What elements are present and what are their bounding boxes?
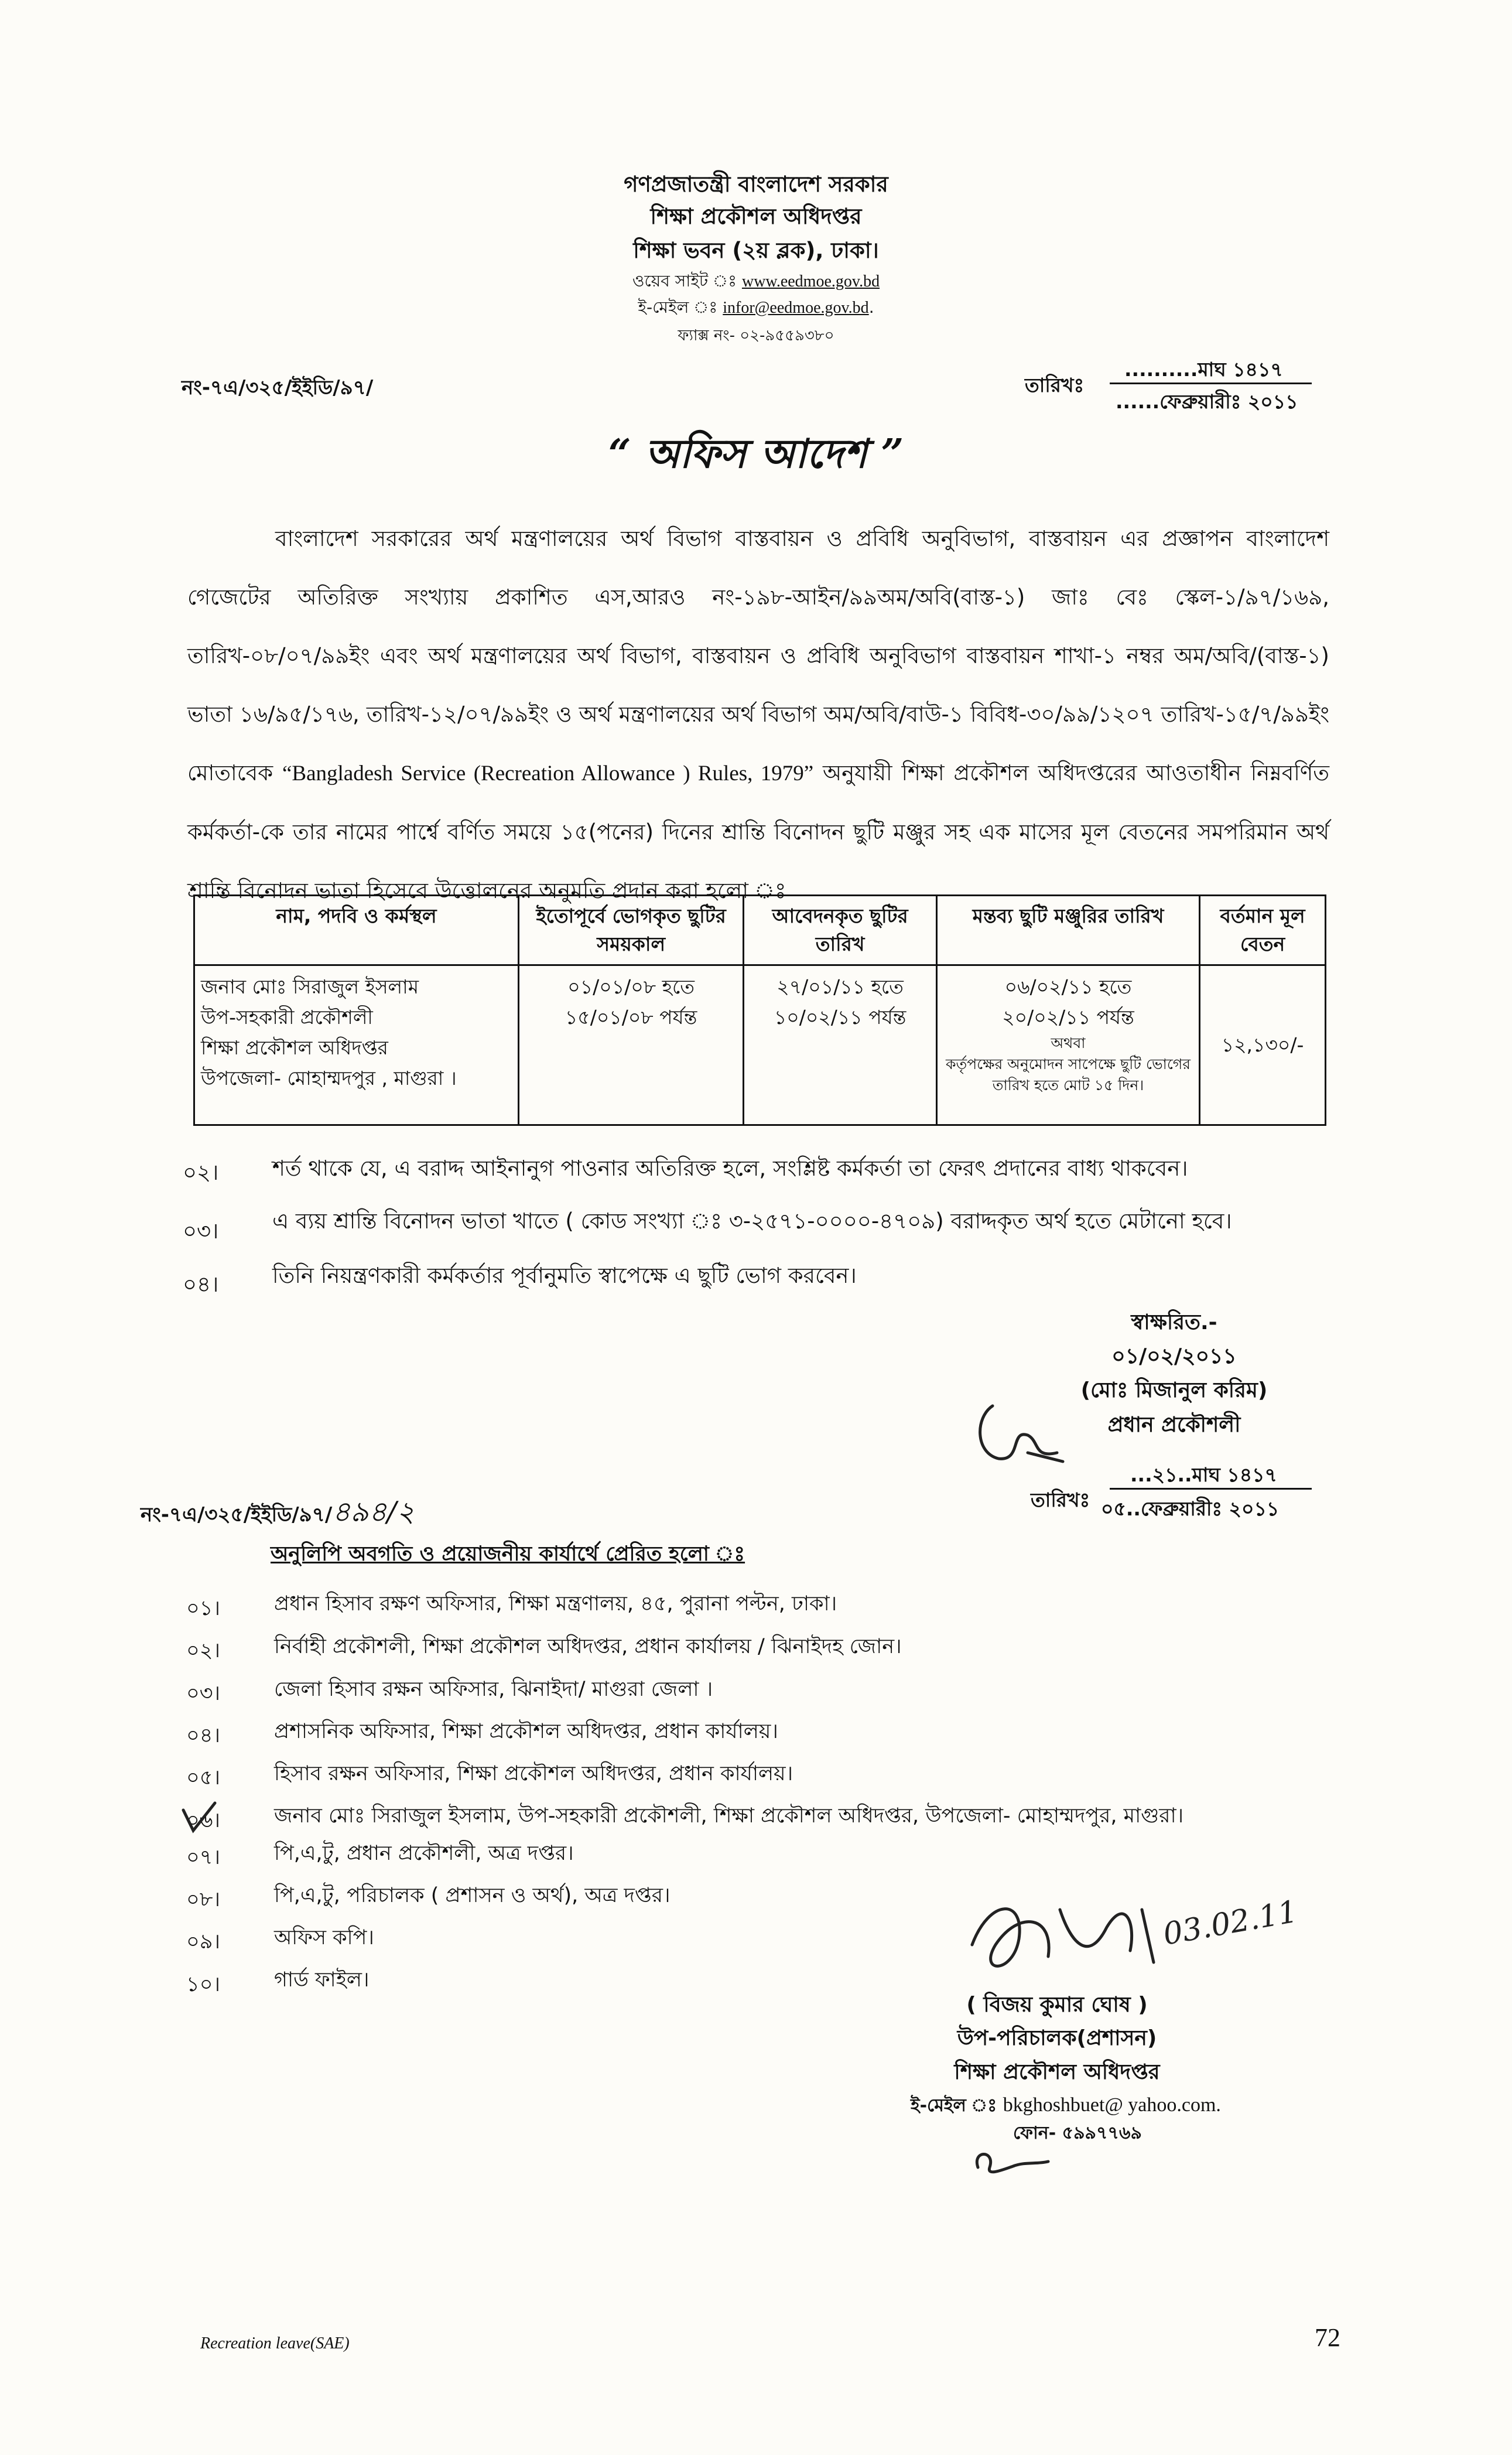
header-email <box>0 295 1512 322</box>
signatory2-name: ( বিজয় কুমার ঘোষ ) <box>966 1993 1148 2017</box>
signatory2-phone: ফোন- ৫৯৯৭৭৬৯ <box>1013 2123 1142 2143</box>
cell-previous-leave <box>518 965 743 1125</box>
header-website <box>0 268 1512 296</box>
condition-text: শর্ত থাকে যে, এ বরাদ্দ আইনানুগ পাওনার অতিরিক্ত হলে, সংশ্লিষ্ট কর্মকর্তা তা ফেরৎ প্রদানের বাধ্য থাকবেন। <box>272 1156 1188 1181</box>
col-header-name: নাম, পদবি ও কর্মস্থল <box>194 896 519 965</box>
condition-number: ০৩। <box>183 1218 219 1244</box>
cell-officer <box>194 965 519 1125</box>
copy-item-number: ০৫। <box>186 1766 220 1790</box>
officer-name: জনাব মোঃ সিরাজুল ইসলাম <box>201 975 419 998</box>
applied-from: ২৭/০১/১১ হতে <box>776 975 904 998</box>
cell-salary: ১২,১৩০/- <box>1200 965 1326 1125</box>
copy-item-text: প্রশাসনিক অফিসার, শিক্ষা প্রকৌশল অধিদপ্তর, প্রধান কার্যালয়। <box>274 1720 778 1743</box>
email-tail: . <box>868 298 874 317</box>
officer-office: শিক্ষা প্রকৌশল অধিদপ্তর <box>201 1036 388 1059</box>
officer-designation: উপ-সহকারী প্রকৌশলী <box>201 1006 373 1029</box>
copy-item-number: ০৯। <box>186 1930 220 1954</box>
condition-number: ০৪। <box>183 1272 219 1297</box>
prev-to: ১৫/০১/০৮ পর্যন্ত <box>565 1006 697 1029</box>
approved-or: অথবা <box>1051 1034 1086 1051</box>
officer-location: উপজেলা- মোহাম্মদপুর , মাগুরা । <box>201 1067 457 1090</box>
copy-date-english: ০৫..ফেব্রুয়ারীঃ ২০১১ <box>1101 1497 1280 1520</box>
signatory-designation: প্রধান প্রকৌশলী <box>1107 1413 1241 1437</box>
memo-number: নং-৭এ/৩২৫/ইইডি/৯৭/ <box>182 376 374 400</box>
copy-item-text: প্রধান হিসাব রক্ষণ অফিসার, শিক্ষা মন্ত্রণালয়, ৪৫, পুরানা পল্টন, ঢাকা। <box>274 1592 837 1616</box>
applied-to: ১০/০২/১১ পর্যন্ত <box>774 1006 906 1029</box>
approved-note: কর্তৃপক্ষের অনুমোদন সাপেক্ষে ছুটি ভোগের তারিখ হতে মোট ১৫ দিন। <box>945 1056 1191 1094</box>
header-govt: গণপ্রজাতন্ত্রী বাংলাদেশ সরকার <box>624 172 888 197</box>
copy-heading: অনুলিপি অবগতি ও প্রয়োজনীয় কার্যার্থে প্রেরিত হলো ঃ <box>271 1542 745 1566</box>
header-address: শিক্ষা ভবন (২য় ব্লক), ঢাকা। <box>633 238 879 263</box>
signatory2-email-label: ই-মেইল ঃ <box>911 2095 1003 2116</box>
copy-date-label: তারিখঃ <box>1031 1488 1090 1511</box>
footer-file-label: Recreation leave(SAE) <box>200 2334 350 2352</box>
copy-memo-number <box>141 1491 415 1537</box>
handwritten-date: 03.02.11 <box>1160 1894 1301 1952</box>
header-department: শিক্ষা প্রকৌশল অধিদপ্তর <box>650 204 862 229</box>
signed-date: ০১/০২/২০১১ <box>1111 1344 1237 1368</box>
tick-mark-icon <box>179 1798 220 1839</box>
leave-table <box>193 894 1326 1126</box>
paragraph-part1: বাংলাদেশ সরকারের অর্থ মন্ত্রণালয়ের অর্থ বিভাগ বাস্তবায়ন ও প্রবিধি অনুবিভাগ, বাস্তবায়ন এর প্রজ্ঞাপন বাংলাদেশ গেজেটের অতিরিক্ত সংখ্যায় প্রকাশিত এস,আরও নং-১৯৮-আইন/৯৯অম/অবি(বাস্ত-১) জাঃ বেঃ স্কেল-১/৯৭/১৬৯, তারিখ-০৮/০৭/৯৯ইং এবং অর্থ মন্ত্রণালয়ের অর্থ বিভাগ, বাস্তবায়ন ও প্রবিধি অনুবিভাগ বাস্তবায়ন শাখা-১ নম্বর অম/অবি/(বাস্ত-১) ভাতা ১৬/৯৫/১৭৬, তারিখ-১২/০৭/৯৯ইং ও অর্থ মন্ত্রণালয়ের অর্থ বিভাগ অম/অবি/বাউ-১ বিবিধ-৩০/৯৯/১২০৭ তারিখ-১৫/৭/৯৯ইং মোতাবেক <box>187 526 1329 786</box>
copy-item-text: পি,এ,টু, পরিচালক ( প্রশাসন ও অর্থ), অত্র দপ্তর। <box>274 1884 671 1907</box>
col-header-applied-leave: আবেদনকৃত ছুটির তারিখ <box>744 896 937 965</box>
copy-item-text: গার্ড ফাইল। <box>274 1968 370 1992</box>
copy-date-bangla: ...২১..মাঘ ১৪১৭ <box>1130 1463 1278 1486</box>
order-paragraph <box>187 510 1329 920</box>
copy-item-text: পি,এ,টু, প্রধান প্রকৌশলী, অত্র দপ্তর। <box>274 1842 574 1865</box>
copy-item-text: নির্বাহী প্রকৌশলী, শিক্ষা প্রকৌশল অধিদপ্তর, প্রধান কার্যালয় / ঝিনাইদহ জোন। <box>274 1635 902 1658</box>
copy-date-divider <box>1110 1488 1312 1490</box>
date-english: ......ফেব্রুয়ারীঃ ২০১১ <box>1116 390 1298 413</box>
approved-from: ০৬/০২/১১ হতে <box>1004 975 1132 998</box>
email-link[interactable]: infor@eedmoe.gov.bd <box>723 299 869 317</box>
initial-scribble <box>966 2144 1054 2185</box>
copy-item-number: ০২। <box>186 1639 221 1662</box>
date-bangla: ..........মাঘ ১৪১৭ <box>1124 358 1283 381</box>
cell-applied-leave <box>744 965 937 1125</box>
col-header-salary: বর্তমান মূল বেতন <box>1200 896 1326 965</box>
signatory2-office: শিক্ষা প্রকৌশল অধিদপ্তর <box>954 2060 1160 2084</box>
copy-memo-no: নং-৭এ/৩২৫/ইইডি/৯৭/ <box>141 1503 333 1527</box>
col-header-approved-leave: মন্তব্য ছুটি মঞ্জুরির তারিখ <box>936 896 1199 965</box>
signature-scribble <box>969 1394 1086 1476</box>
date-label: তারিখঃ <box>1025 374 1085 397</box>
email-label: ই-মেইল ঃ <box>638 298 723 317</box>
copy-item-number: ০৭। <box>186 1846 221 1869</box>
signatory-name: (মোঃ মিজানুল করিম) <box>1080 1378 1268 1402</box>
copy-item-number: ০৮। <box>186 1888 220 1911</box>
website-link[interactable]: www.eedmoe.gov.bd <box>741 272 880 291</box>
prev-from: ০১/০১/০৮ হতে <box>567 975 695 998</box>
rule-name: “Bangladesh Service (Recreation Allowance ) Rules, 1979” <box>282 762 814 786</box>
condition-number: ০২। <box>183 1160 219 1185</box>
copy-item-text: জেলা হিসাব রক্ষন অফিসার, ঝিনাইদা/ মাগুরা জেলা । <box>274 1678 713 1701</box>
website-label: ওয়েব সাইট ঃ <box>632 271 742 291</box>
paragraph-part2: অনুযায়ী শিক্ষা প্রকৌশল অধিদপ্তরের আওতাধীন নিম্নবর্ণিত কর্মকর্তা-কে তার নামের পার্শ্বে বর্ণিত সময়ে ১৫(পনের) দিনের শ্রান্তি বিনোদন ছুটি মঞ্জুর সহ এক মাসের মূল বেতনের সমপরিমান অর্থ শ্রান্তি বিনোদন ভাতা হিসেবে উত্তোলনের অনুমতি প্রদান করা হলো ঃ <box>187 760 1330 903</box>
cell-approved-leave <box>936 965 1199 1125</box>
copy-memo-handwritten: ৪৯৪/২ <box>332 1495 415 1528</box>
signatory2-email <box>911 2091 1221 2121</box>
page-number: 72 <box>1315 2323 1340 2352</box>
signatory2-designation: উপ-পরিচালক(প্রশাসন) <box>957 2026 1157 2050</box>
condition-text: তিনি নিয়ন্ত্রণকারী কর্মকর্তার পূর্বানুমতি স্বাপেক্ষে এ ছুটি ভোগ করবেন। <box>272 1263 857 1288</box>
header-fax: ফ্যাক্স নং- ০২-৯৫৫৯৩৮০ <box>678 327 834 344</box>
table-row <box>194 965 1326 1125</box>
date-divider <box>1110 383 1312 384</box>
copy-item-text: অফিস কপি। <box>274 1926 374 1949</box>
copy-item-number: ১০। <box>186 1973 220 1996</box>
copy-item-number: ০৩। <box>186 1682 221 1705</box>
copy-item-text: জনাব মোঃ সিরাজুল ইসলাম, উপ-সহকারী প্রকৌশলী, শিক্ষা প্রকৌশল অধিদপ্তর, উপজেলা- মোহাম্মদপুর, মাগুরা। <box>274 1804 1184 1828</box>
copy-item-number: ০১। <box>186 1597 220 1620</box>
col-header-previous-leave: ইতোপূর্বে ভোগকৃত ছুটির সময়কাল <box>518 896 743 965</box>
copy-item-number: ০৬। <box>186 1809 221 1832</box>
approved-to: ২০/০২/১১ পর্যন্ত <box>1002 1006 1134 1029</box>
signatory2-email-address[interactable]: bkghoshbuet@ yahoo.com. <box>1003 2094 1221 2116</box>
copy-item-text: হিসাব রক্ষন অফিসার, শিক্ষা প্রকৌশল অধিদপ্তর, প্রধান কার্যালয়। <box>274 1762 793 1785</box>
table-header-row <box>194 896 1326 965</box>
signed-label: স্বাক্ষরিত.- <box>1131 1310 1217 1334</box>
order-title: “ অফিস আদেশ ” <box>608 431 904 477</box>
condition-text: এ ব্যয় শ্রান্তি বিনোদন ভাতা খাতে ( কোড সংখ্যা ঃ ৩-২৫৭১-০০০০-৪৭০৯) বরাদ্দকৃত অর্থ হতে মেটানো হবে। <box>272 1208 1232 1234</box>
copy-item-number: ০৪। <box>186 1724 220 1747</box>
